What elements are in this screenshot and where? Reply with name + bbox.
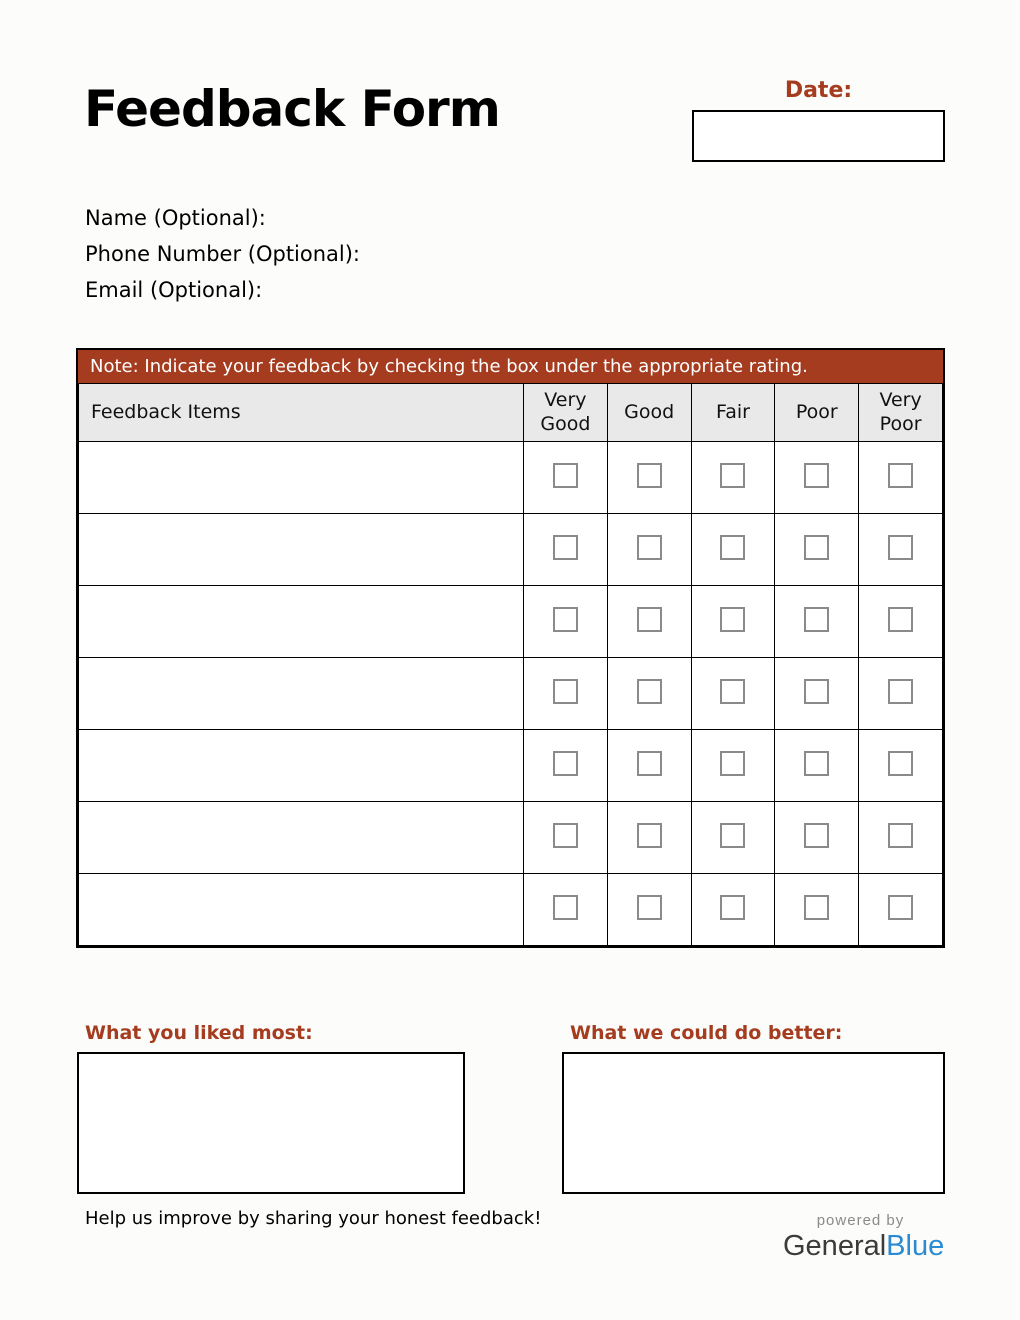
rating-cell — [691, 442, 775, 514]
rating-cell — [607, 514, 691, 586]
column-header-good: Good — [607, 384, 691, 442]
rating-cell — [775, 874, 859, 946]
rating-cell — [859, 586, 943, 658]
liked-most-label: What you liked most: — [85, 1022, 313, 1044]
table-row — [79, 586, 943, 658]
table-row — [79, 658, 943, 730]
rating-checkbox[interactable] — [553, 895, 578, 920]
rating-checkbox[interactable] — [637, 607, 662, 632]
rating-cell — [607, 874, 691, 946]
rating-checkbox[interactable] — [804, 895, 829, 920]
rating-checkbox[interactable] — [553, 607, 578, 632]
feedback-item-cell[interactable] — [79, 586, 524, 658]
rating-checkbox[interactable] — [888, 463, 913, 488]
rating-checkbox[interactable] — [637, 751, 662, 776]
rating-cell — [775, 730, 859, 802]
rating-cell — [691, 730, 775, 802]
rating-cell — [524, 874, 608, 946]
feedback-item-cell[interactable] — [79, 442, 524, 514]
rating-cell — [775, 658, 859, 730]
column-header-fair: Fair — [691, 384, 775, 442]
rating-checkbox[interactable] — [553, 751, 578, 776]
help-text: Help us improve by sharing your honest feedback! — [85, 1208, 542, 1229]
rating-checkbox[interactable] — [637, 679, 662, 704]
rating-checkbox[interactable] — [720, 751, 745, 776]
feedback-item-cell[interactable] — [79, 802, 524, 874]
rating-cell — [691, 874, 775, 946]
rating-cell — [524, 586, 608, 658]
liked-most-input-box[interactable] — [77, 1052, 465, 1194]
rating-checkbox[interactable] — [888, 679, 913, 704]
table-row — [79, 514, 943, 586]
general-blue-logo — [783, 1230, 943, 1263]
rating-cell — [607, 730, 691, 802]
rating-checkbox[interactable] — [637, 463, 662, 488]
rating-cell — [607, 586, 691, 658]
table-row — [79, 442, 943, 514]
rating-checkbox[interactable] — [553, 463, 578, 488]
rating-cell — [524, 730, 608, 802]
phone-label: Phone Number (Optional): — [85, 242, 361, 266]
column-header-feedback-items: Feedback Items — [79, 384, 524, 442]
rating-checkbox[interactable] — [804, 607, 829, 632]
rating-cell — [524, 802, 608, 874]
rating-cell — [859, 442, 943, 514]
column-header-poor: Poor — [775, 384, 859, 442]
do-better-label: What we could do better: — [570, 1022, 843, 1044]
rating-cell — [691, 514, 775, 586]
do-better-input-box[interactable] — [562, 1052, 945, 1194]
email-label: Email (Optional): — [85, 278, 263, 302]
rating-checkbox[interactable] — [804, 463, 829, 488]
rating-cell — [691, 586, 775, 658]
table-row — [79, 730, 943, 802]
logo-general-text: General — [783, 1230, 887, 1262]
rating-checkbox[interactable] — [720, 679, 745, 704]
feedback-item-cell[interactable] — [79, 874, 524, 946]
rating-checkbox[interactable] — [720, 463, 745, 488]
rating-checkbox[interactable] — [720, 823, 745, 848]
rating-cell — [524, 442, 608, 514]
rating-checkbox[interactable] — [720, 895, 745, 920]
rating-cell — [775, 586, 859, 658]
rating-cell — [775, 802, 859, 874]
feedback-table-body — [79, 442, 943, 946]
rating-checkbox[interactable] — [553, 535, 578, 560]
rating-cell — [859, 874, 943, 946]
table-row — [79, 874, 943, 946]
rating-checkbox[interactable] — [888, 751, 913, 776]
rating-cell — [859, 514, 943, 586]
rating-checkbox[interactable] — [888, 535, 913, 560]
table-note-bar: Note: Indicate your feedback by checking the box under the appropriate rating. — [78, 350, 943, 383]
rating-cell — [524, 658, 608, 730]
table-row — [79, 802, 943, 874]
rating-checkbox[interactable] — [888, 895, 913, 920]
rating-checkbox[interactable] — [888, 607, 913, 632]
column-header-very-good: Very Good — [524, 384, 608, 442]
rating-cell — [859, 730, 943, 802]
ratings-table — [78, 383, 943, 946]
rating-cell — [607, 802, 691, 874]
rating-checkbox[interactable] — [720, 607, 745, 632]
column-header-very-poor: Very Poor — [859, 384, 943, 442]
date-input-box[interactable] — [692, 110, 945, 162]
rating-cell — [524, 514, 608, 586]
rating-checkbox[interactable] — [553, 679, 578, 704]
rating-checkbox[interactable] — [804, 679, 829, 704]
rating-cell — [775, 442, 859, 514]
rating-checkbox[interactable] — [637, 535, 662, 560]
logo-blue-text: Blue — [886, 1230, 945, 1262]
feedback-item-cell[interactable] — [79, 658, 524, 730]
feedback-item-cell[interactable] — [79, 730, 524, 802]
rating-cell — [859, 802, 943, 874]
rating-checkbox[interactable] — [553, 823, 578, 848]
ratings-table-header — [79, 384, 943, 442]
date-label: Date: — [784, 78, 853, 103]
rating-checkbox[interactable] — [804, 535, 829, 560]
rating-cell — [775, 514, 859, 586]
name-label: Name (Optional): — [85, 206, 266, 230]
feedback-item-cell[interactable] — [79, 514, 524, 586]
powered-by-text: powered by — [816, 1212, 905, 1229]
page-title: Feedback Form — [84, 80, 500, 138]
rating-cell — [691, 802, 775, 874]
rating-checkbox[interactable] — [720, 535, 745, 560]
rating-checkbox[interactable] — [888, 823, 913, 848]
rating-checkbox[interactable] — [804, 823, 829, 848]
rating-cell — [607, 442, 691, 514]
rating-cell — [691, 658, 775, 730]
rating-checkbox[interactable] — [637, 895, 662, 920]
rating-cell — [607, 658, 691, 730]
rating-cell — [859, 658, 943, 730]
feedback-table — [76, 348, 945, 948]
rating-checkbox[interactable] — [804, 751, 829, 776]
rating-checkbox[interactable] — [637, 823, 662, 848]
